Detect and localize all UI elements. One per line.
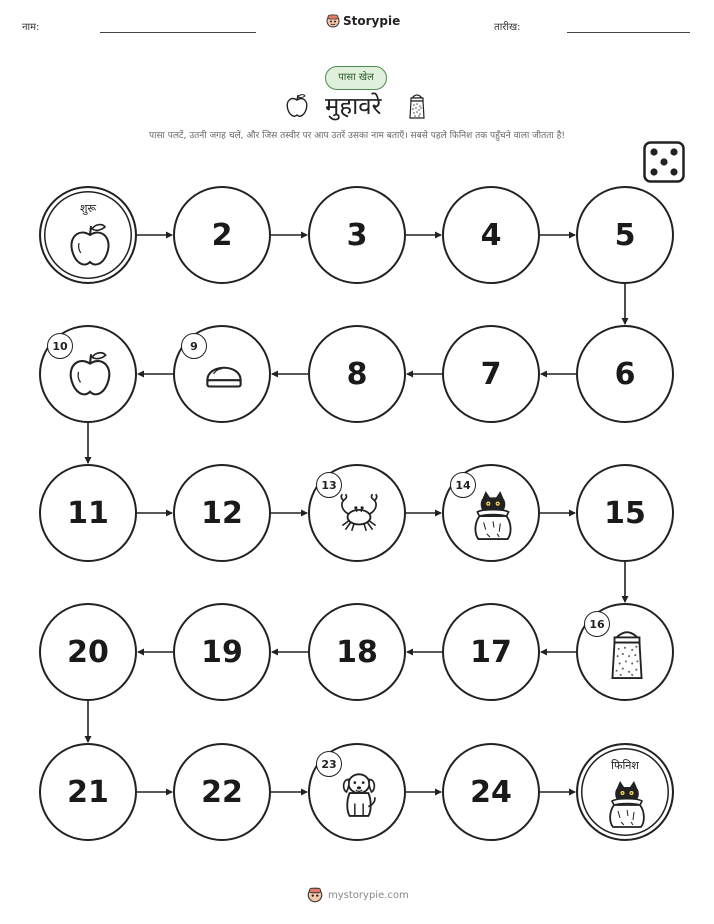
name-label: नाम:	[22, 22, 40, 33]
space-number-badge: 9	[181, 333, 207, 359]
footer	[307, 886, 409, 904]
bun-icon	[199, 349, 249, 401]
apple-icon	[66, 221, 114, 269]
board-space-12	[173, 464, 271, 562]
space-number: 18	[336, 634, 378, 670]
space-number: 7	[480, 356, 502, 392]
board-space-11	[39, 464, 137, 562]
board-space-9	[173, 325, 271, 423]
board-space-16	[576, 603, 674, 701]
board-space-3	[308, 186, 406, 284]
board-space-21	[39, 743, 137, 841]
board-space-20	[39, 603, 137, 701]
space-number-badge: 23	[316, 751, 342, 777]
board-space-15	[576, 464, 674, 562]
start-space	[39, 186, 137, 284]
board-space-18	[308, 603, 406, 701]
board-space-4	[442, 186, 540, 284]
board-space-5	[576, 186, 674, 284]
board-space-10	[39, 325, 137, 423]
space-number: 2	[211, 217, 233, 253]
apple-icon	[65, 349, 115, 401]
board-space-2	[173, 186, 271, 284]
space-number: 17	[470, 634, 512, 670]
finish-space	[576, 743, 674, 841]
board-space-23	[308, 743, 406, 841]
board-space-8	[308, 325, 406, 423]
board-space-7	[442, 325, 540, 423]
space-number: 22	[201, 774, 243, 810]
game-type-badge: पासा खेल	[325, 66, 387, 90]
puppy-icon	[334, 767, 384, 819]
space-number: 5	[614, 217, 636, 253]
date-label: तारीख:	[494, 22, 521, 33]
page-title: मुहावरे	[325, 92, 382, 120]
board-space-24	[442, 743, 540, 841]
instructions: पासा पलटें, उतनी जगह चलें, और जिस तस्वीर पर आप उतरें उसका नाम बताएँ। सबसे पहले फिनिश तक पहुँचने वाला जीतता है!	[149, 131, 565, 141]
space-number: 8	[346, 356, 368, 392]
crab-icon	[334, 488, 384, 540]
space-number: 21	[67, 774, 109, 810]
cat-in-bag-icon	[468, 488, 518, 540]
cat-in-bag-icon	[603, 778, 651, 826]
board-space-19	[173, 603, 271, 701]
start-label: शुरू	[79, 202, 97, 215]
board-space-14	[442, 464, 540, 562]
board-space-17	[442, 603, 540, 701]
board-space-22	[173, 743, 271, 841]
board-space-13	[308, 464, 406, 562]
brand-name: Storypie	[343, 14, 401, 28]
space-number: 20	[67, 634, 109, 670]
space-number: 6	[614, 356, 636, 392]
storypie-mascot-icon	[307, 886, 323, 904]
space-number: 19	[201, 634, 243, 670]
space-number: 4	[480, 217, 502, 253]
salt-shaker-icon	[602, 627, 652, 679]
space-number: 3	[346, 217, 368, 253]
space-number: 15	[604, 495, 646, 531]
space-number-badge: 14	[450, 472, 476, 498]
footer-url[interactable]: mystorypie.com	[328, 889, 409, 901]
board-space-6	[576, 325, 674, 423]
space-number-badge: 13	[316, 472, 342, 498]
space-number-badge: 10	[47, 333, 73, 359]
finish-label: फिनिश	[611, 759, 639, 772]
space-number: 12	[201, 495, 243, 531]
space-number-badge: 16	[584, 611, 610, 637]
space-number: 11	[67, 495, 109, 531]
space-number: 24	[470, 774, 512, 810]
